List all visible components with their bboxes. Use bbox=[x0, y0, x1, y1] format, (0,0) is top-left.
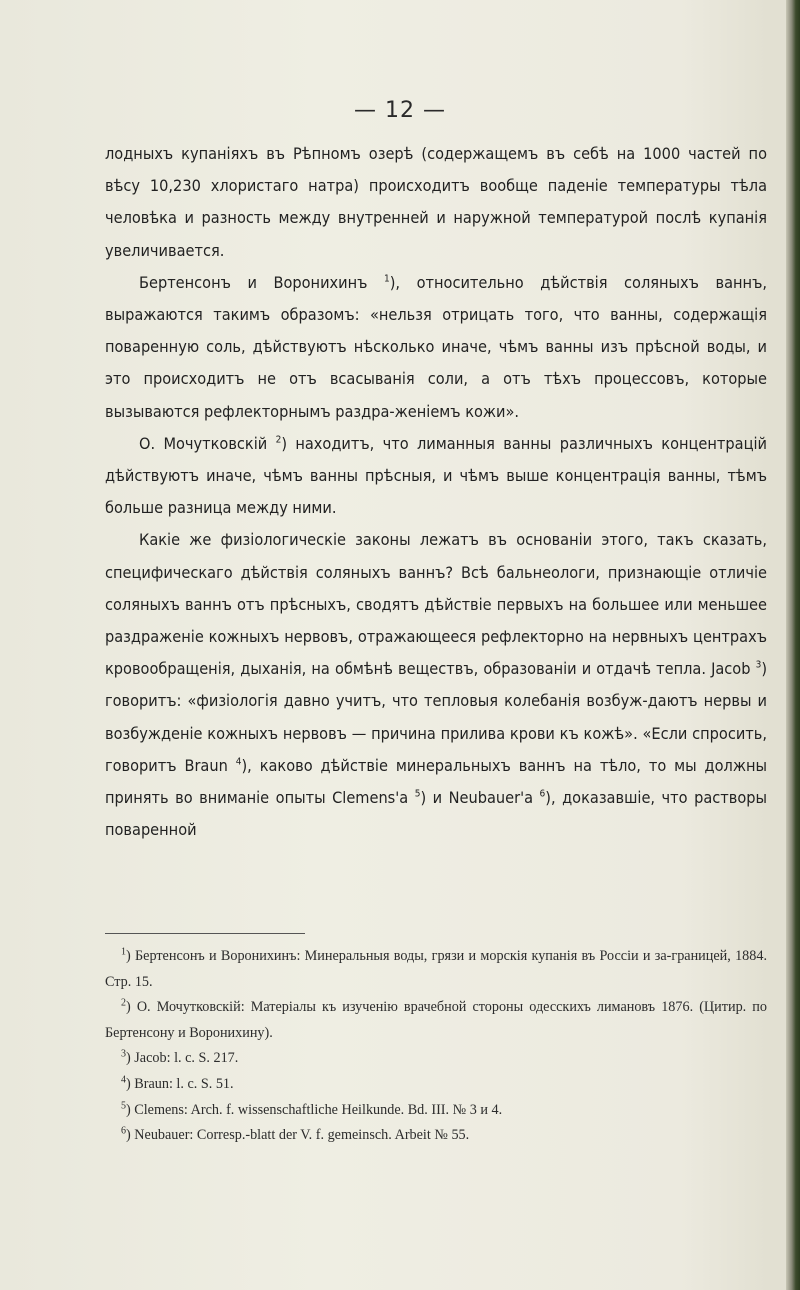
footnote-divider bbox=[105, 933, 305, 934]
body-text bbox=[105, 138, 767, 846]
footnote-ref-2: 2 bbox=[275, 434, 282, 446]
paragraph-2: Бертенсонъ и Воронихинъ $^1$), относительно дѣйствія соляныхъ ваннъ, выражаются такимъ образомъ: «нельзя отрицать того, что ванны, содержащія поваренную соль, дѣйствуютъ нѣсколько иначе, чѣмъ ванны изъ прѣсной воды, и это происходитъ не отъ всасыванія соли, а отъ тѣхъ процессовъ, которые вызываются рефлекторнымъ раздра-женіемъ кожи». bbox=[105, 272, 767, 421]
paragraph-4: Какіе же физіологическіе законы лежатъ въ основаніи этого, такъ сказать, специфическаго дѣйствія соляныхъ ваннъ? Всѣ бальнеологи, признающіе отличіе соляныхъ ваннъ отъ прѣсныхъ, сводятъ дѣйствіе первыхъ на большее или меньшее раздраженіе кожныхъ нервовъ, отражающееся рефлекторно на нервныхъ центрахъ кровообращенія, дыханія, на обмѣнѣ веществъ, образованіи и отдачѣ тепла. Jacob $^3$) говоритъ: «физіологія давно учитъ, что тепловыя колебанія возбуж-даютъ нервы и возбужденіе кожныхъ нервовъ — причина прилива крови къ кожѣ». «Если спросить, говоритъ Braun $^4$), каково дѣйствіе минеральныхъ ваннъ на тѣло, то мы должны принять во вниманіе опыты Clemens'а $^5$) и Neubauer'а $^6$), доказавшіе, что растворы поваренной bbox=[105, 530, 767, 840]
page-number: — 12 — bbox=[354, 98, 446, 123]
footnote-4: $^4$) Braun: l. c. S. 51. bbox=[121, 1074, 234, 1092]
footnote-ref-1: 1 bbox=[384, 273, 390, 285]
footnotes bbox=[105, 944, 767, 1149]
footnote-6: $^6$) Neubauer: Corresp.-blatt der V. f. gemeinsch. Arbeit № 55. bbox=[121, 1125, 470, 1144]
book-spine-edge bbox=[786, 0, 800, 1290]
footnote-1: $^1$) Бертенсонъ и Воронихинъ: Минеральныя воды, грязи и морскія купанія въ Россіи и за-границей, 1884. Стр. 15. bbox=[105, 946, 767, 990]
footnote-5: $^5$) Clemens: Arch. f. wissenschaftliche Heilkunde. Bd. III. № 3 и 4. bbox=[121, 1099, 503, 1118]
paragraph-1: лодныхъ купаніяхъ въ Рѣпномъ озерѣ (содержащемъ въ себѣ на 1000 частей по вѣсу 10,230 хлористаго натра) происходитъ вообще паденіе температуры тѣла человѣка и разность между внутренней и наружной температурой послѣ купанія увеличивается. bbox=[105, 144, 767, 260]
footnote-ref-4: 4 bbox=[235, 756, 242, 768]
footnote-ref-5: 5 bbox=[414, 788, 421, 800]
footnote-2: $^2$) О. Мочутковскій: Матеріалы къ изученію врачебной стороны одесскихъ лимановъ 1876. (Цитир. по Бертенсону и Воронихину). bbox=[105, 997, 767, 1041]
footnote-ref-6: 6 bbox=[539, 788, 546, 800]
footnote-3: $^3$) Jacob: l. c. S. 217. bbox=[121, 1048, 239, 1067]
footnote-ref-3: 3 bbox=[755, 659, 762, 671]
paragraph-3: О. Мочутковскій $^2$) находитъ, что лиманныя ванны различныхъ концентрацій дѣйствуютъ иначе, чѣмъ ванны прѣсныя, и чѣмъ выше концентрація ванны, тѣмъ больше разница между ними. bbox=[105, 433, 767, 518]
